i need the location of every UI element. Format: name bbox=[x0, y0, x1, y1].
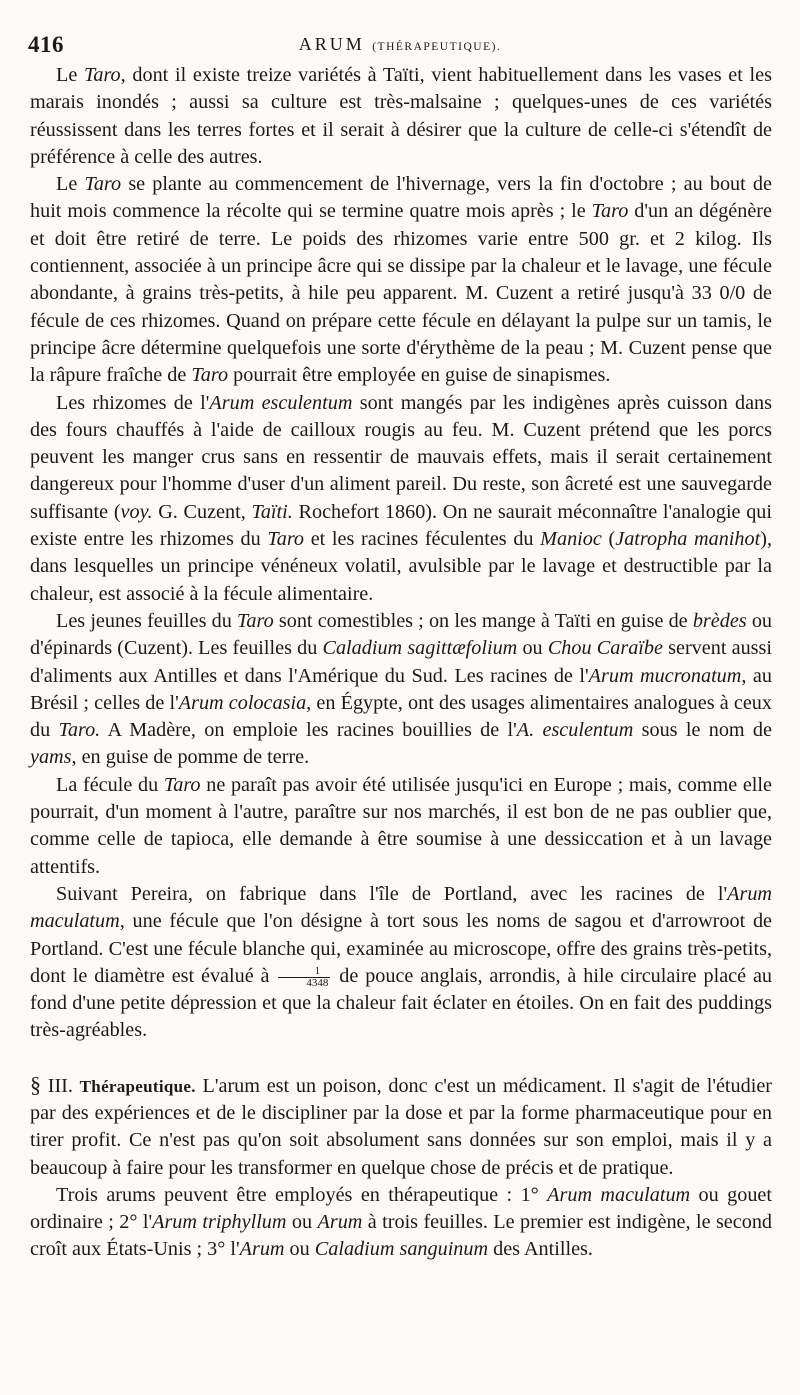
paragraph-taro-starch: La fécule du Taro ne paraît pas avoir été utilisée jusqu'ici en Europe ; mais, comme elle pourrait, d'un moment à l'autre, paraître sur nos marchés, il est bon de ne pas oublier que, comme celle de tapioca, elle demande à être soumise à une dessiccation et à un lavage attentifs. bbox=[30, 773, 772, 878]
paragraph-portland-arrowroot: Suivant Pereira, on fabrique dans l'île de Portland, avec les racines de l'Arum maculatum, une fécule que l'on désigne à tort sous les noms de sagou et d'arrowroot de Portland. C'est une fécule blanche qui, examinée au microscope, offre des grains très-petits, dont le diamètre est évalué à $\frac{1}{4348}$ de pouce anglais, arrondis, à hile circulaire placé au fond d'une petite dépression et que la chaleur fait éclater en étoiles. On en fait des puddings très-agréables. bbox=[30, 882, 773, 1042]
paragraph-young-leaves: Les jeunes feuilles du Taro sont comestibles ; on les mange à Taïti en guise de brèdes ou d'épinards (Cuzent). Les feuilles du Caladium sagittæfolium ou Chou Caraïbe servent aussi d'aliments aux Antilles et dans l'Amérique du Sud. Les racines de l'Arum mucronatum, au Brésil ; celles de l'Arum colocasia, en Égypte, ont des usages alimentaires analogues à ceux du Taro. A Madère, on emploie les racines bouillies de l'A. esculentum sous le nom de yams, en guise de pomme de terre. bbox=[30, 609, 773, 769]
paragraph-rhizomes: Les rhizomes de l'Arum esculentum sont mangés par les indigènes après cuisson dans des fours chauffés à l'aide de cailloux rougis au feu. M. Cuzent prétend que les porcs peuvent les manger crus sans en ressentir de mauvais effets, mais il serait certainement dangereux pour l'homme d'user d'un aliment pareil. Du reste, son âcreté est une sauvegarde suffisante (voy. G. Cuzent, Taïti. Rochefort 1860). On ne saurait méconnaître l'analogie qui existe entre les rhizomes du Taro et les racines féculentes du Manioc (Jatropha manihot), dans lesquelles un principe vénéneux volatil, avulsible par le lavage et destructible par la chaleur, est associé à la fécule alimentaire. bbox=[30, 391, 773, 605]
page-number: 416 bbox=[28, 32, 64, 57]
paragraph-taro-culture: Le Taro, dont il existe treize variétés à Taïti, vient habituellement dans les vases et les marais inondés ; aussi sa culture est très-malsaine ; quelques-unes de ces variétés réussissent dans les terres fortes et il serait à désirer que la culture de celle-ci s'étendît de préférence à celle des autres. bbox=[30, 64, 772, 168]
section-symbol: § bbox=[30, 1071, 41, 1097]
page-body bbox=[30, 62, 772, 1264]
fraction: $\frac{1}{4348}$ bbox=[278, 966, 330, 989]
paragraph-three-arums: Trois arums peuvent être employés en thérapeutique : 1° Arum maculatum ou gouet ordinaire ; 2° l'Arum triphyllum ou Arum à trois feuilles. Le premier est indigène, le second croît aux États-Unis ; 3° l'Arum ou Caladium sanguinum des Antilles. bbox=[30, 1183, 773, 1261]
running-header bbox=[28, 32, 772, 62]
running-title-main: ARUM bbox=[298, 34, 365, 54]
running-title bbox=[28, 34, 772, 55]
section-spacer bbox=[30, 1045, 772, 1071]
section-therapeutique: § III. Thérapeutique. L'arum est un poison, donc c'est un médicament. Il s'agit de l'étudier par des expériences et de le discipliner par la dose et par la forme pharmaceutique pour en tirer profit. Ce n'est pas qu'on soit absolument sans données sur son emploi, mais il y a beaucoup à faire pour les transformer en quelque chose de précis et de pratique. bbox=[30, 1071, 773, 1179]
section-heading: Thérapeutique. bbox=[79, 1076, 196, 1096]
running-title-section: (THÉRAPEUTIQUE). bbox=[372, 41, 502, 53]
paragraph-taro-planting: Le Taro se plante au commencement de l'hivernage, vers la fin d'octobre ; au bout de huit mois commence la récolte qui se termine quatre mois après ; le Taro d'un an dégénère et doit être retiré de terre. Le poids des rhizomes varie entre 500 gr. et 2 kilog. Ils contiennent, associée à un principe âcre qui se dissipe par la chaleur et le lavage, une fécule abondante, à grains très-petits, à hile peu apparent. M. Cuzent a retiré jusqu'à 33 0/0 de fécule de ces rhizomes. Quand on prépare cette fécule en délayant la pulpe sur un tamis, le principe âcre détermine quelquefois une sorte d'érythème de la peau ; M. Cuzent pense que la râpure fraîche de Taro pourrait être employée en guise de sinapismes. bbox=[30, 173, 772, 387]
